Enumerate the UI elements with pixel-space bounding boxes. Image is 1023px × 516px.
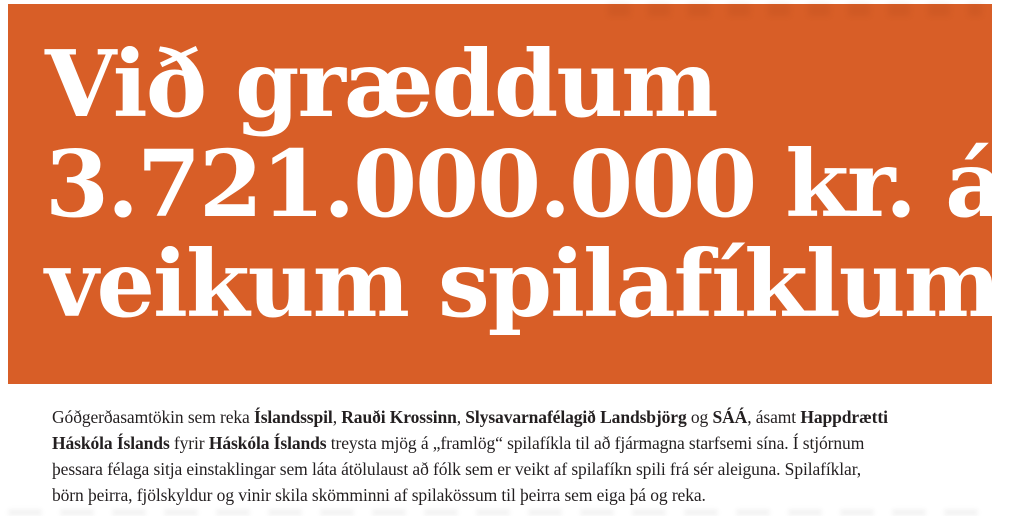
paragraph-text: , bbox=[332, 407, 342, 427]
organization-name-bold: Háskóla Íslands bbox=[52, 433, 170, 453]
headline-line-3-text: veikum spilafíklum bbox=[45, 230, 1000, 338]
cropped-text-artifact-bottom bbox=[8, 509, 984, 516]
organization-name-bold: SÁÁ bbox=[712, 407, 748, 427]
paragraph-line bbox=[52, 456, 972, 482]
cropped-text-artifact-top bbox=[608, 4, 982, 16]
headline-line-3 bbox=[45, 230, 1023, 338]
organization-name-bold: Háskóla Íslands bbox=[208, 433, 327, 453]
paragraph-text: börn þeirra, fjölskyldur og vinir skila skömminni af spilakössum til þeirra sem eiga þá og reka. bbox=[52, 485, 706, 505]
headline-banner bbox=[8, 4, 1023, 384]
paragraph-text: og bbox=[686, 407, 713, 427]
organization-name-bold: Slysavarnafélagið Landsbjörg bbox=[465, 407, 687, 427]
headline bbox=[45, 30, 1023, 338]
headline-line-2 bbox=[45, 130, 1023, 238]
paragraph-text: , ásamt bbox=[747, 407, 801, 427]
paragraph-text: þessara félaga sitja einstaklingar sem láta átölulaust að fólk sem er veikt af spilafíkn spili frá sér aleiguna. Spilafíklar, bbox=[52, 459, 862, 479]
paragraph-text: treysta mjög á „framlög“ spilafíkla til að fjármagna starfsemi sína. Í stjórnum bbox=[326, 433, 865, 453]
headline-line-1-text: Við græddum bbox=[45, 30, 717, 138]
paragraph-line bbox=[52, 404, 972, 430]
organization-name-bold: Íslandsspil bbox=[254, 407, 333, 427]
headline-line-1 bbox=[45, 30, 1023, 138]
paragraph-text: fyrir bbox=[169, 433, 209, 453]
body-paragraph bbox=[52, 404, 972, 508]
paragraph-text: , bbox=[456, 407, 466, 427]
paragraph-line bbox=[52, 430, 972, 456]
footnote-asterisk: * bbox=[1003, 244, 1023, 290]
organization-name-bold: Happdrætti bbox=[800, 407, 888, 427]
headline-line-2-text: 3.721.000.000 kr. á bbox=[45, 130, 1003, 238]
paragraph-line bbox=[52, 482, 972, 508]
organization-name-bold: Rauði Krossinn bbox=[341, 407, 457, 427]
paragraph-text: Góðgerðasamtökin sem reka bbox=[52, 407, 254, 427]
